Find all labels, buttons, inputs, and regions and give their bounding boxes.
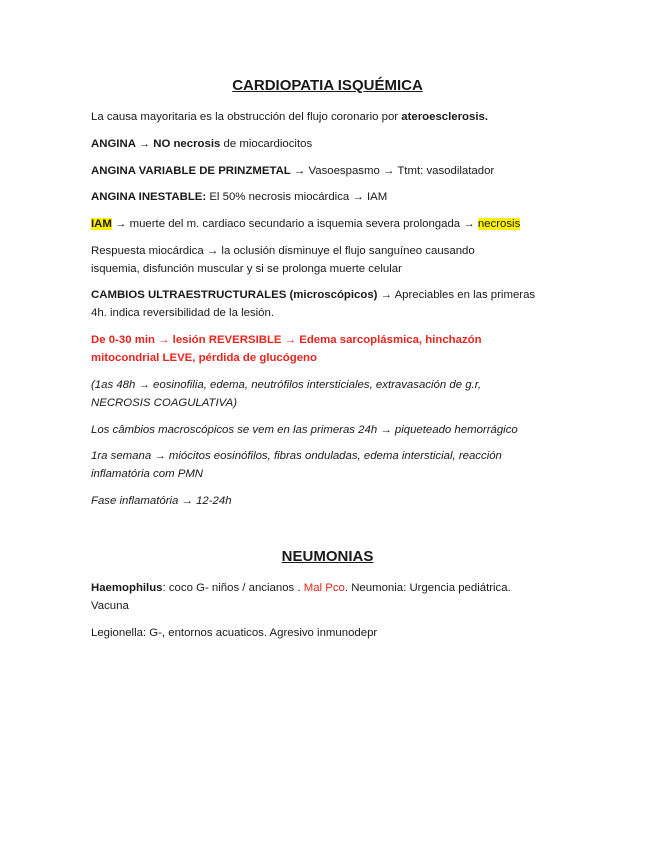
respuesta-line-2: isquemia, disfunción muscular y si se prolonga muerte celular [91, 263, 402, 275]
paragraph-cambios [91, 286, 571, 322]
paragraph-macroscopicos: Los câmbios macroscópicos se vem en las primeras 24h → piqueteado hemorrágico [91, 424, 518, 436]
haemophilus-red: Mal Pco [303, 582, 345, 594]
iam-highlight: IAM [91, 218, 112, 230]
haemophilus-text-2: . Neumonia: Urgencia pediátrica. [344, 582, 511, 594]
angina-bold: ANGINA → NO necrosis [91, 138, 221, 150]
paragraph-inestable [91, 188, 571, 206]
angina-text: de miocardiocitos [220, 138, 313, 150]
cambios-text: Apreciables en las primeras [392, 289, 536, 301]
paragraph-semana [91, 447, 591, 483]
necrosis-highlight: necrosis [477, 218, 521, 230]
paragraph-respuesta [91, 242, 571, 278]
semana-line-2: inflamatória com PMN [91, 468, 204, 480]
paragraph-fase: Fase inflamatória → 12-24h [91, 495, 232, 507]
paragraph-48h [91, 376, 591, 412]
inestable-text: El 50% necrosis miocárdica → IAM [206, 191, 388, 203]
respuesta-line-1: Respuesta miocárdica → la oclusión disminuye el flujo sanguíneo causando [91, 245, 475, 257]
cambios-line-2: 4h. indica reversibilidad de la lesión. [91, 307, 274, 319]
paragraph-intro [91, 108, 571, 126]
haemophilus-text-1: : coco G- niños / ancianos . [162, 582, 304, 594]
iam-text: → muerte del m. cardiaco secundario a isquemia severa prolongada → [111, 218, 478, 230]
h48-line-2: NECROSIS COAGULATIVA) [91, 397, 237, 409]
paragraph-prinzmetal [91, 162, 571, 180]
intro-text: La causa mayoritaria es la obstrucción del flujo coronario por [91, 111, 402, 123]
h48-line-1: (1as 48h → eosinofilia, edema, neutrófilos intersticiales, extravasación de g.r, [91, 379, 482, 391]
semana-line-1: 1ra semana → miócitos eosinófilos, fibras onduladas, edema intersticial, reacción [91, 450, 502, 462]
section-title-neumonias: NEUMONIAS [281, 548, 374, 565]
haemophilus-bold: Haemophilus [91, 582, 163, 594]
section-title-cardiopatia: CARDIOPATIA ISQUÉMICA [232, 77, 423, 94]
haemophilus-line-2: Vacuna [91, 600, 129, 612]
reversible-line-1: De 0-30 min → lesión REVERSIBLE → Edema sarcoplásmica, hinchazón [91, 334, 482, 346]
paragraph-haemophilus [91, 579, 571, 615]
intro-bold: ateroesclerosis. [401, 111, 488, 123]
paragraph-angina [91, 135, 571, 153]
prinzmetal-bold: ANGINA VARIABLE DE PRINZMETAL [91, 165, 291, 177]
reversible-line-2: mitocondrial LEVE, pérdida de glucógeno [91, 352, 317, 364]
paragraph-iam [91, 215, 591, 233]
prinzmetal-text: → Vasoespasmo → Ttmt: vasodilatador [290, 165, 495, 177]
inestable-bold: ANGINA INESTABLE: [91, 191, 207, 203]
cambios-bold: CAMBIOS ULTRAESTRUCTURALES (microscópicos) → [91, 289, 393, 301]
paragraph-reversible [91, 331, 571, 367]
paragraph-legionella: Legionella: G-, entornos acuaticos. Agresivo inmunodepr [91, 627, 378, 639]
